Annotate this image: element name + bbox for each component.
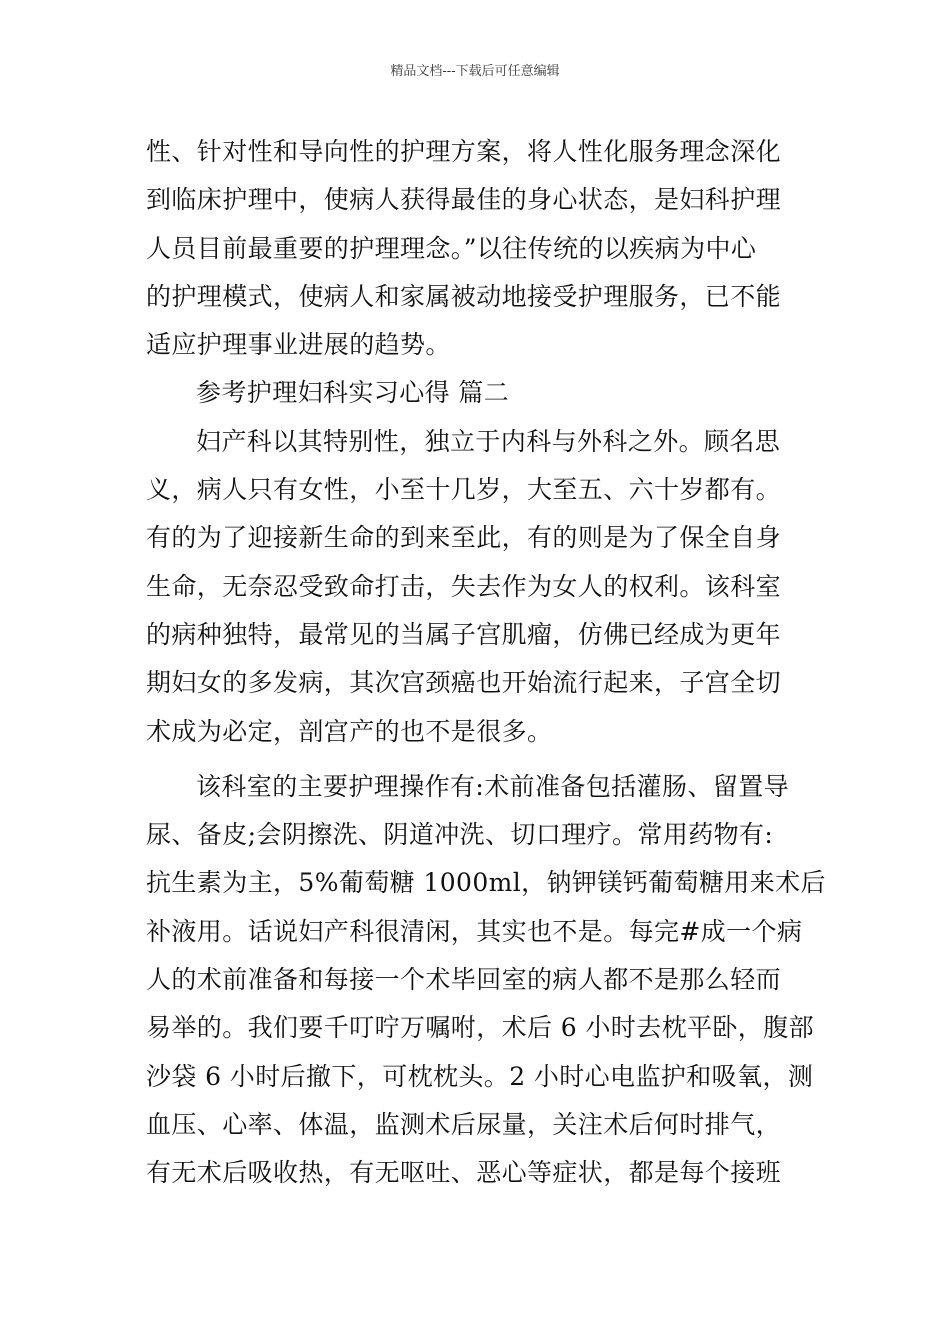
text-line: 人员目前最重要的护理理念。”以往传统的以疾病为中心 bbox=[146, 233, 757, 263]
text-line: 人的术前准备和每接一个术毕回室的病人都不是那么轻而 bbox=[146, 965, 782, 995]
section-heading: 参考护理妇科实习心得 篇二 bbox=[196, 378, 510, 408]
text-line: 抗生素为主，5%葡萄糖 1000ml，钠钾镁钙葡萄糖用来术后 bbox=[146, 868, 826, 898]
text-line: 术成为必定，剖宫产的也不是很多。 bbox=[146, 716, 553, 746]
text-line: 有的为了迎接新生命的到来至此，有的则是为了保全自身 bbox=[146, 523, 782, 553]
text-line: 适应护理事业进展的趋势。 bbox=[146, 330, 451, 360]
text-line: 易举的。我们要千叮咛万嘱咐，术后 6 小时去枕平卧，腹部 bbox=[146, 1013, 815, 1043]
text-line: 生命，无奈忍受致命打击，失去作为女人的权利。该科室 bbox=[146, 571, 782, 601]
text-line: 的病种独特，最常见的当属子宫肌瘤，仿佛已经成为更年 bbox=[146, 619, 782, 649]
text-line: 的护理模式，使病人和家属被动地接受护理服务，已不能 bbox=[146, 281, 782, 311]
paragraph-spacer bbox=[146, 756, 806, 763]
text-line: 沙袋 6 小时后撤下，可枕枕头。2 小时心电监护和吸氧，测 bbox=[146, 1061, 814, 1091]
text-line: 血压、心率、体温，监测术后尿量，关注术后何时排气， bbox=[146, 1109, 782, 1139]
page-header: 精品文档---下载后可任意编辑 bbox=[390, 64, 560, 79]
text-line: 该科室的主要护理操作有:术前准备包括灌肠、留置导 bbox=[196, 771, 790, 801]
text-line: 补液用。话说妇产科很清闲，其实也不是。每完#成一个病 bbox=[146, 916, 803, 946]
text-line: 妇产科以其特别性，独立于内科与外科之外。顾名思 bbox=[196, 426, 781, 456]
document-body bbox=[146, 128, 826, 1198]
text-line: 尿、备皮;会阴擦洗、阴道冲洗、切口理疗。常用药物有: bbox=[146, 820, 774, 850]
text-line: 有无术后吸收热，有无呕吐、恶心等症状，都是每个接班 bbox=[146, 1158, 782, 1188]
text-line: 性、针对性和导向性的护理方案，将人性化服务理念深化 bbox=[146, 137, 782, 166]
text-line: 到临床护理中，使病人获得最佳的身心状态，是妇科护理 bbox=[146, 185, 782, 215]
text-line: 期妇女的多发病，其次宫颈癌也开始流行起来，子宫全切 bbox=[146, 668, 782, 698]
text-line: 义，病人只有女性，小至十几岁，大至五、六十岁都有。 bbox=[146, 475, 782, 505]
